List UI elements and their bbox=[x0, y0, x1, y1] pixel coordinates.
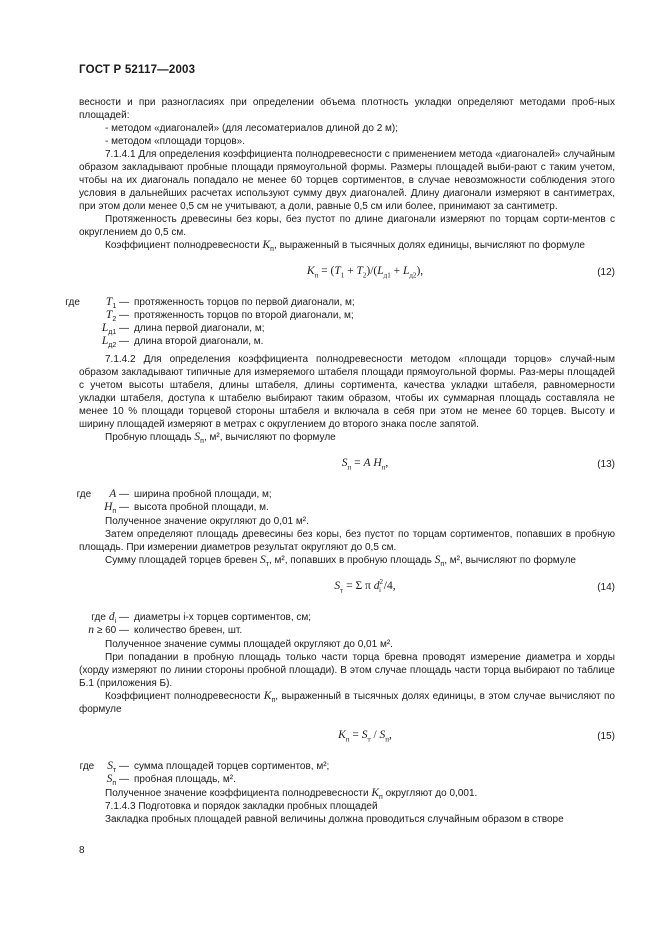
page-number: 8 bbox=[79, 845, 85, 856]
paragraph: Полученное значение округляют до 0,01 м². bbox=[105, 516, 309, 527]
formula-legend bbox=[79, 611, 615, 637]
document-body bbox=[65, 96, 615, 826]
legend-row: $L_{д2}$ — длина второй диагонали, м. bbox=[101, 335, 264, 349]
legend-row: $T_2$ — протяженность торцов по второй диагонали, м; bbox=[105, 309, 354, 323]
formula-number: (13) bbox=[597, 459, 615, 470]
paragraph: Сумму площадей торцев бревен $S_т$, м², попавших в пробную площадь $S_п$, м², вычисляют по формуле bbox=[105, 554, 576, 568]
list-item: - методом «диагоналей» (для лесоматериалов длиной до 2 м); bbox=[105, 123, 399, 134]
formula-legend bbox=[79, 760, 615, 786]
paragraph: Полученное значение суммы площадей округляют до 0,01 м². bbox=[105, 639, 393, 650]
formula-number: (14) bbox=[597, 582, 615, 593]
legend-row: $S_п$ — пробная площадь, м². bbox=[106, 773, 236, 787]
paragraph: Пробную площадь $S_п$, м², вычисляют по формуле bbox=[105, 431, 336, 445]
paragraph: весности и при разногласиях при определении объема плотность укладки определяют методами проб-ных площадей: bbox=[79, 97, 615, 121]
formula-13: $S_п = A$ $H_п$, (13) bbox=[341, 457, 615, 472]
paragraph: 7.1.4.1 Для определения коэффициента полнодревесности с применением метода «диагоналей» случайным образом закладывают пробные площади прямоугольной формы. Размеры площадей выби-рают с таким учетом, чтобы на их диагональ попадало не менее 60 торцев сортиментов, в случае невозможности соблюдения этого условия в дальнейших расчетах используют сумму двух диагоналей. Длину диагонали измеряют в сантиметрах, при этом доли менее 0,5 см не учитывают, а доли, равные 0,5 см или более, принимают за сантиметр. bbox=[79, 149, 615, 212]
paragraph: Закладка пробных площадей равной величины должна проводиться случайным образом в створе bbox=[105, 814, 564, 825]
paragraph: Полученное значение коэффициента полнодревесности $K_п$ округляют до 0,001. bbox=[105, 787, 478, 801]
paragraph: Коэффициент полнодревесности $K_п$, выраженный в тысячных долях единицы, вычисляют по формуле bbox=[105, 239, 585, 253]
formula-legend bbox=[76, 488, 615, 515]
legend-row: n ≥ 60 — количество бревен, шт. bbox=[88, 624, 243, 636]
paragraph: 7.1.4.2 Для определения коэффициента полнодревесности методом «площади торцов» случай-ным образом закладывают типичные для измеряемого штабеля площади прямоугольной формы. Раз-меры площадей с учетом высоты штабеля, длины штабеля, длины сортимента, качества укладки штабеля, равномерности укладки штабеля, доступа к штабелю выбирают таким образом, чтобы их суммарная площадь составляла не менее 10 % площади торцевой стороны штабеля и включала в себя при этом не менее 60 торцев. Высоту и ширину площадей измеряют в метрах с округлением до второго знака после запятой. bbox=[79, 354, 615, 430]
list-item: - методом «площади торцов». bbox=[105, 136, 245, 147]
paragraph: Протяженность древесины без коры, без пустот по длине диагонали измеряют по торцам сорти-ментов с округлением до 0,5 см. bbox=[79, 214, 615, 238]
legend-row: где A — ширина пробной площади, м; bbox=[76, 488, 272, 500]
document-header: ГОСТ Р 52117—2003 bbox=[79, 64, 196, 76]
formula-12: $K_п = (T_1 + T_2)/(L_{д1} + L_{д2})$, (12) bbox=[306, 265, 615, 280]
paragraph: При попадании в пробную площадь только части торца бревна проводят измерение диаметра и хорды (хорду измеряют по линии стороны пробной площади). В этом случае площадь части торца выбирают по таблице Б.1 (приложения Б). bbox=[79, 652, 615, 689]
paragraph: Затем определяют площадь древесины без коры, без пустот по торцам сортиментов, попавших в пробную площадь. При измерении диаметров результат округляют до 0,5 см. bbox=[79, 529, 615, 553]
formula-14: $S_т = \Sigma$ π $d^2_i$ /4, (14) bbox=[334, 578, 615, 595]
formula-number: (12) bbox=[597, 267, 615, 278]
legend-row: где $S_т$ — сумма площадей торцев сортиментов, м²; bbox=[79, 760, 330, 774]
formula-legend bbox=[65, 296, 615, 349]
legend-row: $H_п$ — высота пробной площади, м. bbox=[104, 501, 269, 515]
formula-15: $K_п = S_т / S_п$, (15) bbox=[338, 729, 615, 744]
legend-row: где $T_1$ — протяженность торцов по первой диагонали, м; bbox=[65, 296, 355, 310]
legend-row: где $d_i$ — диаметры i-х торцев сортиментов, см; bbox=[91, 611, 312, 625]
legend-row: $L_{д1}$ — длина первой диагонали, м; bbox=[101, 322, 265, 336]
formula-number: (15) bbox=[597, 731, 615, 742]
paragraph: Коэффициент полнодревесности $K_п$, выраженный в тысячных долях единицы, в этом случае вычисляют по формуле bbox=[79, 690, 615, 715]
section-heading: 7.1.4.3 Подготовка и порядок закладки пробных площадей bbox=[105, 801, 378, 812]
